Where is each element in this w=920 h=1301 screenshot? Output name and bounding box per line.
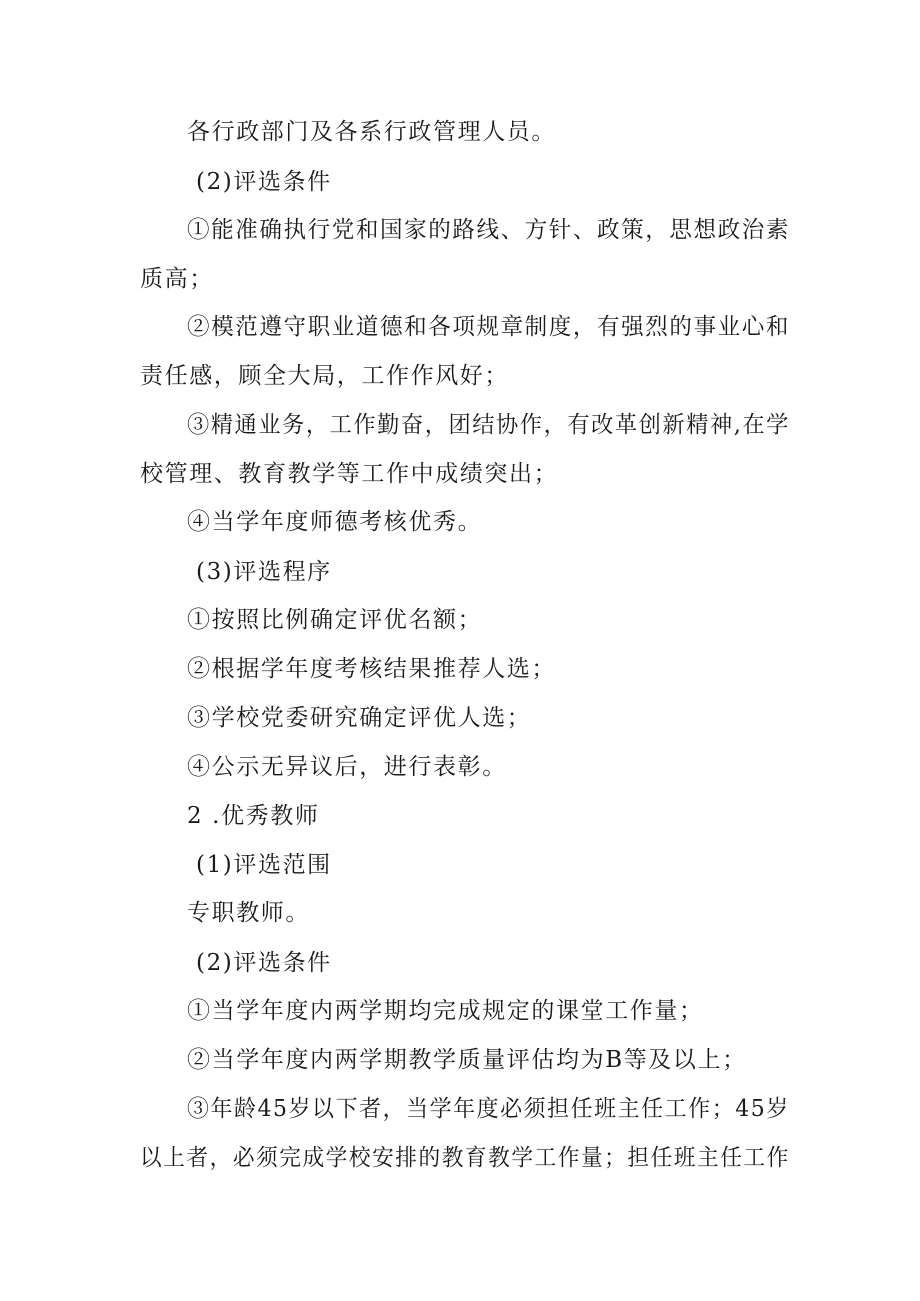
text-line: ②当学年度内两学期教学质量评估均为B等及以上；	[187, 1047, 747, 1073]
text-line: ④公示无异议后，进行表彰。	[187, 754, 507, 780]
text-line: 各行政部门及各系行政管理人员。	[187, 119, 556, 145]
text-line: ②根据学年度考核结果推荐人选；	[187, 656, 556, 682]
text-line: ②模范遵守职业道德和各项规章制度，有强烈的事业心和	[187, 314, 791, 340]
text-line: ③学校党委研究确定评优人选；	[187, 705, 532, 731]
text-line: ①按照比例确定评优名额；	[187, 607, 483, 633]
section-heading: (1)评选范围	[196, 852, 332, 878]
section-heading: (2)评选条件	[196, 950, 332, 976]
text-line: ①当学年度内两学期均完成规定的课堂工作量；	[187, 998, 704, 1024]
text-line: 专职教师。	[187, 900, 310, 926]
text-line: 以上者，必须完成学校安排的教育教学工作量；担任班主任工作	[140, 1145, 790, 1171]
text-line: ④当学年度师德考核优秀。	[187, 509, 483, 535]
section-heading: (3)评选程序	[196, 559, 332, 585]
text-line: ③精通业务，工作勤奋，团结协作，有改革创新精神,在学	[187, 412, 790, 438]
text-line: 责任感，顾全大局，工作作风好；	[140, 363, 509, 389]
text-line: 校管理、教育教学等工作中成绩突出；	[140, 461, 559, 487]
text-line: ①能准确执行党和国家的路线、方针、政策，思想政治素	[187, 217, 791, 243]
section-heading: (2)评选条件	[196, 169, 332, 195]
text-line: ③年龄45岁以下者，当学年度必须担任班主任工作；45岁	[187, 1096, 790, 1122]
section-heading: 2 .优秀教师	[187, 803, 320, 829]
text-line: 质高；	[140, 266, 214, 292]
